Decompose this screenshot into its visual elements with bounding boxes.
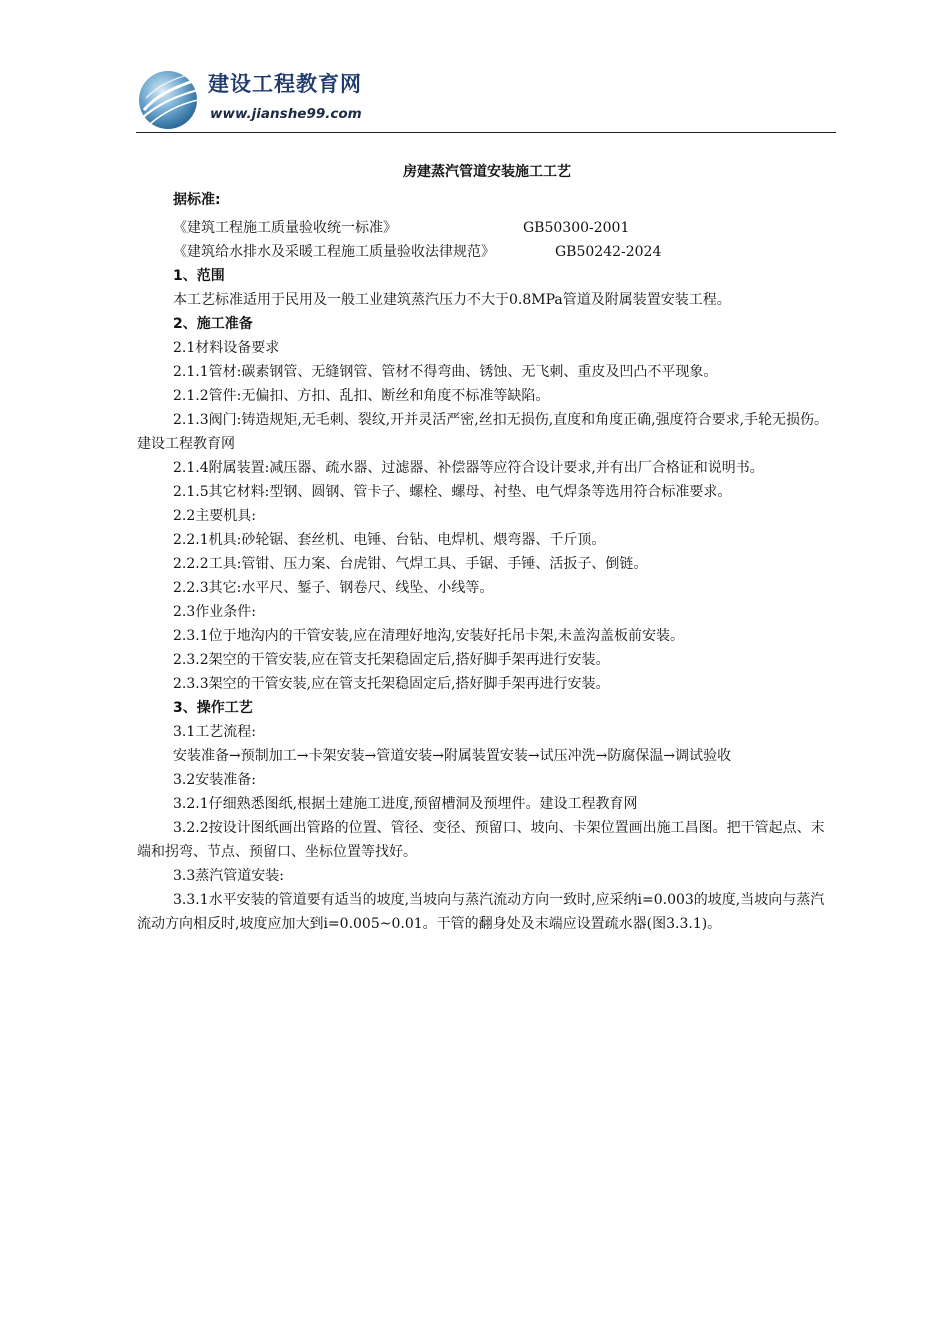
section-heading: 3、操作工艺: [173, 700, 253, 716]
paragraph: 3.2.1仔细熟悉图纸,根据土建施工进度,预留槽洞及预埋件。建设工程教育网: [173, 796, 638, 812]
paragraph: 2.2主要机具:: [173, 508, 256, 524]
paragraph: 2.2.1机具:砂轮锯、套丝机、电锤、台钻、电焊机、煨弯器、千斤顶。: [173, 532, 606, 548]
standard-item: [137, 216, 837, 240]
standard-name: 《建筑给水排水及采暖工程施工质量验收法律规范》: [173, 244, 495, 260]
paragraph: 3.2安装准备:: [173, 772, 256, 788]
basis-heading: 据标准:: [173, 192, 221, 208]
paragraph: 2.1.4附属装置:减压器、疏水器、过滤器、补偿器等应符合设计要求,并有出厂合格证和说明书。: [173, 460, 764, 476]
logo-url[interactable]: www.jianshe99.com: [210, 106, 362, 122]
site-header: [136, 62, 836, 132]
paragraph: 2.3.3架空的干管安装,应在管支托架稳固定后,搭好脚手架再进行安装。: [173, 676, 610, 692]
paragraph: 2.1.5其它材料:型钢、圆钢、管卡子、螺栓、螺母、衬垫、电气焊条等选用符合标准要求。: [173, 484, 732, 500]
section-heading: 1、范围: [173, 268, 225, 284]
header-divider: [136, 132, 836, 133]
paragraph: 3.3蒸汽管道安装:: [173, 868, 284, 884]
standard-name: 《建筑工程施工质量验收统一标准》: [173, 220, 397, 236]
standard-code: GB50242-2024: [555, 244, 662, 260]
paragraph: 3.2.2按设计图纸画出管路的位置、管径、变径、预留口、坡向、卡架位置画出施工昌图。把干管起点、末端和拐弯、节点、预留口、坐标位置等找好。: [137, 820, 825, 860]
paragraph: 2.3.1位于地沟内的干管安装,应在清理好地沟,安装好托吊卡架,未盖沟盖板前安装。: [173, 628, 684, 644]
paragraph: 2.1.3阀门:铸造规矩,无毛刺、裂纹,开并灵活严密,丝扣无损伤,直度和角度正确,强度符合要求,手轮无损伤。建设工程教育网: [137, 412, 829, 452]
logo-title: 建设工程教育网: [208, 72, 362, 96]
section-heading: 2、施工准备: [173, 316, 253, 332]
document-body: [137, 158, 837, 936]
paragraph: 2.3作业条件:: [173, 604, 256, 620]
globe-logo-icon: [136, 68, 200, 132]
standard-code: GB50300-2001: [523, 220, 630, 236]
paragraph: 2.1.2管件:无偏扣、方扣、乱扣、断丝和角度不标准等缺陷。: [173, 388, 550, 404]
paragraph: 2.2.2工具:管钳、压力案、台虎钳、气焊工具、手锯、手锤、活扳子、倒链。: [173, 556, 648, 572]
paragraph: 2.1材料设备要求: [173, 340, 280, 356]
paragraph: 2.2.3其它:水平尺、錾子、钢卷尺、线坠、小线等。: [173, 580, 494, 596]
paragraph: 2.1.1管材:碳素钢管、无缝钢管、管材不得弯曲、锈蚀、无飞刺、重皮及凹凸不平现象。: [173, 364, 718, 380]
standard-item: [137, 240, 837, 264]
paragraph: 本工艺标准适用于民用及一般工业建筑蒸汽压力不大于0.8MPa管道及附属装置安装工程。: [173, 292, 731, 308]
paragraph: 2.3.2架空的干管安装,应在管支托架稳固定后,搭好脚手架再进行安装。: [173, 652, 610, 668]
process-flow: 安装准备→预制加工→卡架安装→管道安装→附属装置安装→试压冲洗→防腐保温→调试验收: [173, 748, 732, 764]
paragraph: 3.1工艺流程:: [173, 724, 256, 740]
paragraph: 3.3.1水平安装的管道要有适当的坡度,当坡向与蒸汽流动方向一致时,应采纳i=0.003的坡度,当坡向与蒸汽流动方向相反时,坡度应加大到i=0.005~0.01。干管的翻身处及末端应设置疏水器(图3.3.1)。: [137, 892, 825, 932]
document-title: 房建蒸汽管道安装施工工艺: [403, 164, 571, 180]
